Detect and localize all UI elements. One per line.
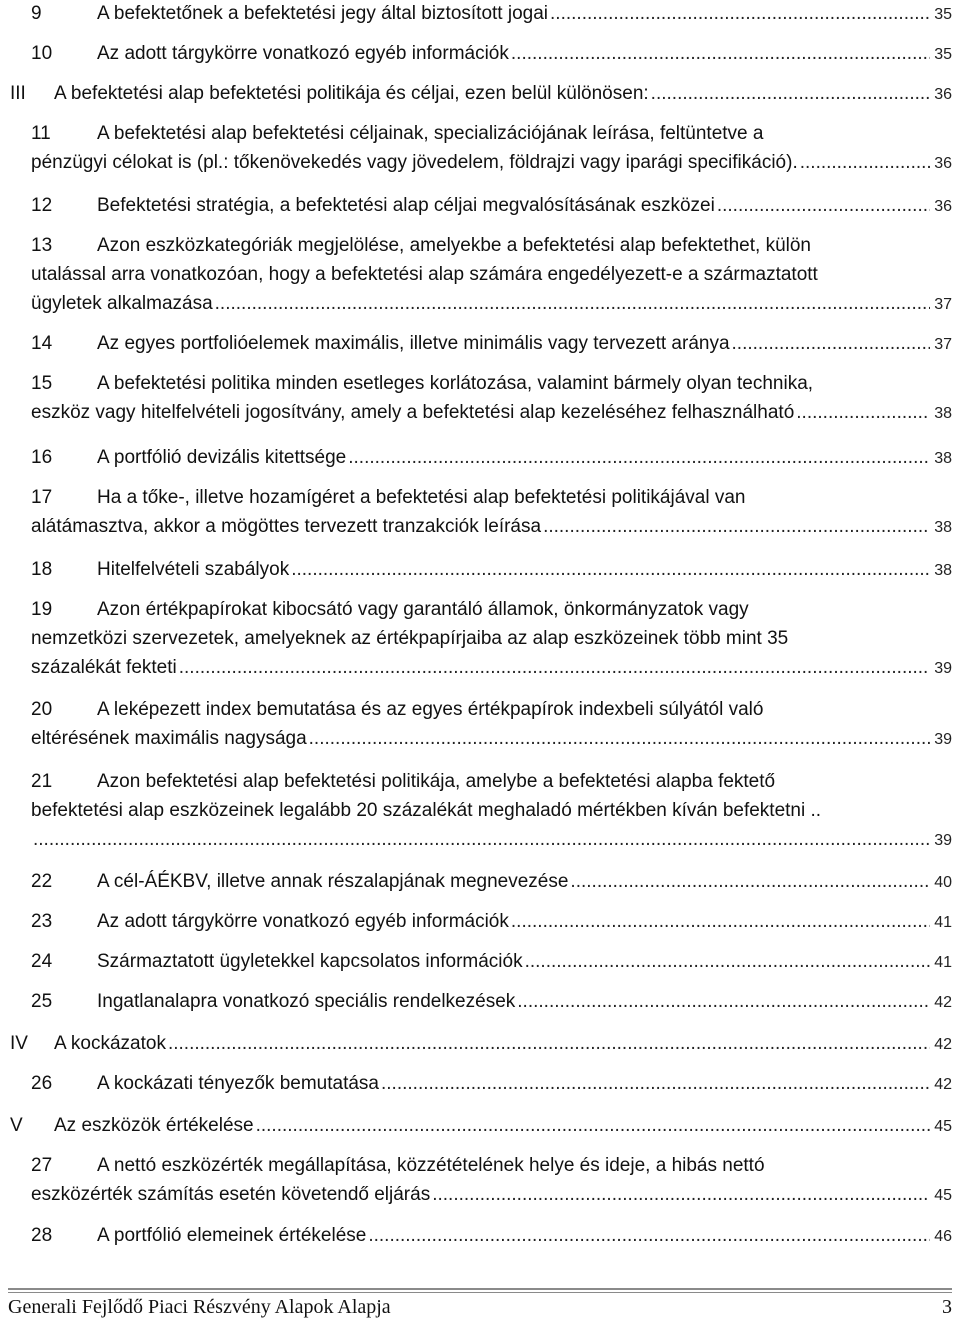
- toc-entry-number: 24: [31, 951, 53, 972]
- toc-entry-number: 25: [31, 991, 53, 1012]
- dot-leader: [33, 826, 930, 854]
- toc-entry-page-number: 38: [934, 405, 952, 422]
- toc-entry-text: A befektetési alap befektetési céljainak, specializációjának leírása, feltüntetve a: [97, 123, 764, 144]
- dot-leader: [168, 1030, 930, 1058]
- toc-entry-text: befektetési alap eszközeinek legalább 20 százalékát meghaladó mértékben kíván befektetni ..: [31, 800, 822, 821]
- toc-entry-page-number: 39: [934, 832, 952, 849]
- toc-entry-number: 10: [31, 43, 53, 64]
- page-footer: [8, 1296, 952, 1324]
- toc-entry-page-number: 42: [934, 1076, 952, 1093]
- toc-entry-number: 21: [31, 771, 53, 792]
- toc-entry-text: eszköz vagy hitelfelvételi jogosítvány, amely a befektetési alap kezeléséhez felhasználható: [31, 402, 795, 423]
- dot-leader: [651, 80, 931, 108]
- dot-leader: [256, 1112, 931, 1140]
- toc-entry-text: A nettó eszközérték megállapítása, közzétételének helye és ideje, a hibás nettó: [97, 1155, 765, 1176]
- toc-entry-number: IV: [10, 1033, 28, 1054]
- toc-entry-text: Az egyes portfolióelemek maximális, illetve minimális vagy tervezett aránya: [97, 333, 730, 354]
- toc-entry-text: Hitelfelvételi szabályok: [97, 559, 290, 580]
- toc-entry-last-line: [31, 513, 952, 542]
- toc-entry-number: 26: [31, 1073, 53, 1094]
- toc-entry-last-line: [54, 80, 952, 109]
- toc-entry-number: 28: [31, 1225, 53, 1246]
- toc-entry-text: ügyletek alkalmazása: [31, 293, 213, 314]
- toc-entry-text: A befektetőnek a befektetési jegy által biztosított jogai: [97, 3, 549, 24]
- toc-entry-text: Befektetési stratégia, a befektetési alap céljai megvalósításának eszközei: [97, 195, 715, 216]
- dot-leader: [291, 556, 930, 584]
- toc-entry-last-line: [31, 290, 952, 319]
- toc-entry-text: Ha a tőke-, illetve hozamígéret a befektetési alap befektetési politikájával van: [97, 487, 746, 508]
- toc-entry-page-number: 35: [934, 46, 952, 63]
- toc-entry-page-number: 46: [934, 1228, 952, 1245]
- toc-entry-last-line: [54, 1030, 952, 1059]
- dot-leader: [368, 1222, 930, 1250]
- toc-entry-page-number: 40: [934, 874, 952, 891]
- toc-entry-number: 9: [31, 3, 42, 24]
- toc-entry-text: nemzetközi szervezetek, amelyeknek az értékpapírjaiba az alap eszközeinek több mint 35: [31, 628, 789, 649]
- toc-entry-last-line: [31, 399, 952, 428]
- toc-entry-page-number: 36: [934, 198, 952, 215]
- toc-entry-text: százalékát fekteti: [31, 657, 177, 678]
- toc-entry-last-line: [97, 556, 952, 585]
- toc-entry-text: alátámasztva, akkor a mögöttes tervezett tranzakciók leírása: [31, 516, 542, 537]
- dot-leader: [543, 513, 930, 541]
- toc-entry-text: A portfólió devizális kitettsége: [97, 447, 347, 468]
- dot-leader: [517, 988, 930, 1016]
- dot-leader: [732, 330, 931, 358]
- toc-entry-number: 22: [31, 871, 53, 892]
- toc-entry-text: Az eszközök értékelése: [54, 1115, 254, 1136]
- toc-entry-last-line: [54, 1112, 952, 1141]
- dot-leader: [570, 868, 930, 896]
- toc-entry-page-number: 36: [934, 86, 952, 103]
- dot-leader: [179, 654, 930, 682]
- toc-entry-number: V: [10, 1115, 23, 1136]
- dot-leader: [511, 40, 930, 68]
- toc-entry-text: A befektetési politika minden esetleges korlátozása, valamint bármely olyan technika,: [97, 373, 814, 394]
- toc-entry-page-number: 38: [934, 450, 952, 467]
- toc-entry-text: Azon értékpapírokat kibocsátó vagy garantáló államok, önkormányzatok vagy: [97, 599, 749, 620]
- toc-entry-last-line: [97, 192, 952, 221]
- toc-entry-last-line: [97, 1222, 952, 1251]
- dot-leader: [796, 399, 930, 427]
- toc-entry-number: 14: [31, 333, 53, 354]
- toc-entry-text: A kockázati tényezők bemutatása: [97, 1073, 379, 1094]
- dot-leader: [717, 192, 930, 220]
- toc-entry-number: 11: [31, 123, 51, 144]
- dot-leader: [550, 0, 930, 28]
- toc-entry-text: A portfólió elemeinek értékelése: [97, 1225, 367, 1246]
- toc-entry-number: 23: [31, 911, 53, 932]
- toc-entry-text: A cél-ÁÉKBV, illetve annak részalapjának megnevezése: [97, 871, 569, 892]
- toc-entry-number: 15: [31, 373, 53, 394]
- toc-entry-page-number: 42: [934, 994, 952, 1011]
- toc-entry-page-number: 45: [934, 1187, 952, 1204]
- toc-entry-last-line: [31, 725, 952, 754]
- toc-entry-last-line: [97, 40, 952, 69]
- toc-entry-number: 19: [31, 599, 53, 620]
- toc-entry-number: 13: [31, 235, 53, 256]
- toc-entry-last-line: [97, 0, 952, 29]
- toc-entry-page-number: 41: [934, 954, 952, 971]
- toc-entry-last-line: [31, 149, 952, 178]
- toc-entry-text: Származtatott ügyletekkel kapcsolatos információk: [97, 951, 523, 972]
- toc-entry-last-line: [97, 868, 952, 897]
- dot-leader: [432, 1181, 930, 1209]
- toc-entry-last-line: [97, 444, 952, 473]
- toc-entry-text: A kockázatok: [54, 1033, 166, 1054]
- toc-entry-last-line: [97, 330, 952, 359]
- toc-entry-text: A befektetési alap befektetési politikája és céljai, ezen belül különösen:: [54, 83, 649, 104]
- toc-entry-page-number: 39: [934, 660, 952, 677]
- toc-entry-last-line: [31, 1181, 952, 1210]
- footer-rule: [8, 1288, 952, 1293]
- toc-entry-page-number: 42: [934, 1036, 952, 1053]
- toc-entry-last-line: [97, 908, 952, 937]
- toc-entry-text: Azon befektetési alap befektetési politikája, amelybe a befektetési alapba fektető: [97, 771, 776, 792]
- toc-entry-text: eltérésének maximális nagysága: [31, 728, 307, 749]
- toc-entry-page-number: 38: [934, 562, 952, 579]
- toc-entry-last-line: [97, 1070, 952, 1099]
- toc-entry-last-line: [97, 948, 952, 977]
- toc-entry-number: III: [10, 83, 26, 104]
- toc-entry-text: eszközérték számítás esetén követendő eljárás: [31, 1184, 431, 1205]
- toc-entry-page-number: 37: [934, 336, 952, 353]
- toc-entry-text: Az adott tárgykörre vonatkozó egyéb információk: [97, 43, 509, 64]
- toc-entry-page-number: 37: [934, 296, 952, 313]
- toc-entry-number: 20: [31, 699, 53, 720]
- toc-entry-text: Ingatlanalapra vonatkozó speciális rendelkezések: [97, 991, 516, 1012]
- dot-leader: [381, 1070, 930, 1098]
- toc-entry-last-line: [97, 988, 952, 1017]
- dot-leader: [215, 290, 931, 318]
- toc-entry-number: 16: [31, 447, 53, 468]
- toc-entry-page-number: 38: [934, 519, 952, 536]
- toc-entry-last-line: [31, 654, 952, 683]
- footer-title: Generali Fejlődő Piaci Részvény Alapok Alapja: [8, 1296, 391, 1318]
- toc-entry-page-number: 39: [934, 731, 952, 748]
- toc-entry-text: A leképezett index bemutatása és az egyes értékpapírok indexbeli súlyától való: [97, 699, 764, 720]
- toc-entry-page-number: 45: [934, 1118, 952, 1135]
- toc-entry-page-number: 35: [934, 6, 952, 23]
- dot-leader: [348, 444, 930, 472]
- toc-entry-number: 12: [31, 195, 53, 216]
- footer-page-number: 3: [942, 1296, 952, 1318]
- toc-entry-text: Az adott tárgykörre vonatkozó egyéb információk: [97, 911, 509, 932]
- toc-entry-page-number: 41: [934, 914, 952, 931]
- toc-entry-last-line: [31, 826, 952, 855]
- toc-entry-text: Azon eszközkategóriák megjelölése, amelyekbe a befektetési alap befektethet, külön: [97, 235, 811, 256]
- toc-entry-number: 18: [31, 559, 53, 580]
- dot-leader: [309, 725, 931, 753]
- dot-leader: [511, 908, 930, 936]
- dot-leader: [525, 948, 931, 976]
- toc-entry-text: pénzügyi célokat is (pl.: tőkenövekedés vagy jövedelem, földrajzi vagy iparági specifikáció).: [31, 152, 798, 173]
- toc-entry-text: utalással arra vonatkozóan, hogy a befektetési alap számára engedélyezett-e a származtatott: [31, 264, 818, 285]
- toc-entry-number: 17: [31, 487, 53, 508]
- toc-entry-number: 27: [31, 1155, 53, 1176]
- dot-leader: [800, 149, 930, 177]
- toc-entry-page-number: 36: [934, 155, 952, 172]
